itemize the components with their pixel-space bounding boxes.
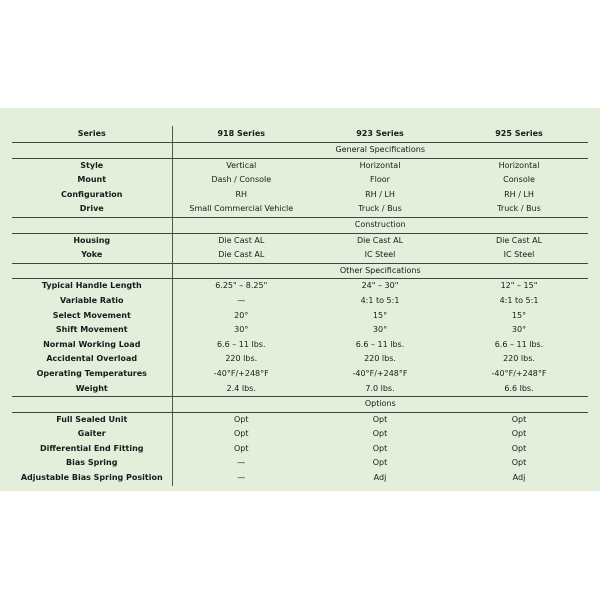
row-value: RH: [235, 189, 248, 199]
table-row: [12, 456, 588, 471]
row-label: Yoke: [12, 248, 172, 263]
table-row: [12, 427, 588, 442]
row-value: RH / LH: [504, 189, 534, 199]
row-value: 20°: [234, 310, 249, 320]
row-value: 6.6 – 11 lbs.: [355, 339, 405, 349]
section-header-row: [12, 263, 588, 279]
row-value: RH / LH: [365, 189, 395, 199]
row-value: Die Cast AL: [218, 250, 265, 260]
row-label: Differential End Fitting: [12, 442, 172, 457]
row-value: IC Steel: [503, 250, 535, 260]
table-row: [12, 248, 588, 263]
row-value: Truck / Bus: [497, 204, 541, 214]
section-0: [12, 143, 588, 218]
row-value: 6.6 – 11 lbs.: [494, 339, 544, 349]
row-value: Small Commercial Vehicle: [189, 204, 294, 214]
row-value: —: [237, 458, 246, 468]
table-row: [12, 173, 588, 188]
header-column-923: 923 Series: [356, 129, 404, 138]
table-row: [12, 471, 588, 486]
section-header-spacer: [12, 397, 172, 413]
row-value: -40°F/+248°F: [491, 368, 547, 378]
row-value: 2.4 lbs.: [226, 383, 256, 393]
row-value: Floor: [370, 175, 390, 185]
row-label: Housing: [12, 233, 172, 248]
row-value: Opt: [372, 414, 388, 424]
row-value: Die Cast AL: [218, 235, 265, 245]
table-row: [12, 412, 588, 427]
row-value: Die Cast AL: [356, 235, 404, 245]
table-row: [12, 367, 588, 382]
row-value: Console: [503, 175, 535, 185]
row-value: 4:1 to 5:1: [499, 295, 539, 305]
header-row: [12, 126, 588, 143]
row-value: Opt: [511, 429, 527, 439]
table-row: [12, 309, 588, 324]
row-value: 6.6 – 11 lbs.: [216, 339, 266, 349]
row-value: Opt: [372, 458, 388, 468]
header-series-label: Series: [12, 126, 172, 143]
row-label: Weight: [12, 382, 172, 397]
row-value: 24" – 30": [361, 281, 399, 291]
row-value: 220 lbs.: [225, 354, 258, 364]
row-value: 30°: [372, 325, 388, 335]
row-value: 220 lbs.: [364, 354, 396, 364]
table-header: [12, 126, 588, 143]
specifications-table: [12, 126, 588, 486]
row-value: Die Cast AL: [495, 235, 543, 245]
section-2: [12, 263, 588, 396]
table-row: [12, 382, 588, 397]
row-value: IC Steel: [364, 250, 396, 260]
section-1: [12, 217, 588, 263]
row-value: 15°: [372, 310, 388, 320]
row-value: Opt: [233, 414, 249, 424]
header-column-918: 918 Series: [217, 129, 266, 138]
table-row: [12, 323, 588, 338]
header-column-925: 925 Series: [495, 129, 543, 138]
section-header-row: [12, 397, 588, 413]
row-label: Configuration: [12, 188, 172, 203]
row-value: -40°F/+248°F: [352, 368, 408, 378]
spec-sheet: [0, 108, 600, 491]
table-row: [12, 442, 588, 457]
row-label: Adjustable Bias Spring Position: [12, 471, 172, 486]
section-title: Options: [172, 397, 588, 413]
row-value: —: [237, 295, 246, 305]
row-value: 15°: [511, 310, 527, 320]
row-label: Operating Temperatures: [12, 367, 172, 382]
row-label: Shift Movement: [12, 323, 172, 338]
table-row: [12, 188, 588, 203]
row-label: Style: [12, 158, 172, 173]
table-row: [12, 294, 588, 309]
table-row: [12, 352, 588, 367]
section-3: [12, 397, 588, 486]
row-value: Opt: [511, 443, 527, 453]
row-value: Truck / Bus: [358, 204, 402, 214]
row-value: 220 lbs.: [503, 354, 535, 364]
row-value: 30°: [234, 325, 249, 335]
section-title: Construction: [172, 217, 588, 233]
table-row: [12, 158, 588, 173]
row-label: Normal Working Load: [12, 338, 172, 353]
row-label: Mount: [12, 173, 172, 188]
row-value: Opt: [233, 429, 249, 439]
section-header-spacer: [12, 143, 172, 159]
section-header-row: [12, 217, 588, 233]
section-header-spacer: [12, 263, 172, 279]
row-value: Vertical: [226, 160, 257, 170]
section-title: Other Specifications: [172, 263, 588, 279]
section-header-row: [12, 143, 588, 159]
row-value: Horizontal: [359, 160, 401, 170]
row-value: 6.6 lbs.: [504, 383, 534, 393]
row-label: Full Sealed Unit: [12, 412, 172, 427]
row-label: Accidental Overload: [12, 352, 172, 367]
row-value: —: [237, 473, 246, 483]
row-value: 4:1 to 5:1: [360, 295, 400, 305]
row-value: -40°F/+248°F: [213, 368, 269, 378]
table-row: [12, 233, 588, 248]
row-label: Select Movement: [12, 309, 172, 324]
section-title: General Specifications: [172, 143, 588, 159]
row-value: Opt: [372, 443, 388, 453]
row-label: Gaiter: [12, 427, 172, 442]
row-value: 30°: [511, 325, 527, 335]
row-value: Opt: [511, 414, 527, 424]
row-label: Typical Handle Length: [12, 279, 172, 294]
section-header-spacer: [12, 217, 172, 233]
row-value: 12" – 15": [500, 281, 538, 291]
table-row: [12, 202, 588, 217]
row-label: Bias Spring: [12, 456, 172, 471]
table-row: [12, 279, 588, 294]
row-value: Adj: [512, 473, 526, 483]
row-value: Opt: [372, 429, 388, 439]
row-value: Opt: [511, 458, 527, 468]
row-value: Opt: [233, 443, 249, 453]
row-value: Horizontal: [498, 160, 540, 170]
row-label: Drive: [12, 202, 172, 217]
table-row: [12, 338, 588, 353]
row-label: Variable Ratio: [12, 294, 172, 309]
row-value: 7.0 lbs.: [365, 383, 395, 393]
row-value: Dash / Console: [211, 175, 272, 185]
row-value: Adj: [373, 473, 387, 483]
row-value: 6.25" – 8.25": [215, 281, 268, 291]
